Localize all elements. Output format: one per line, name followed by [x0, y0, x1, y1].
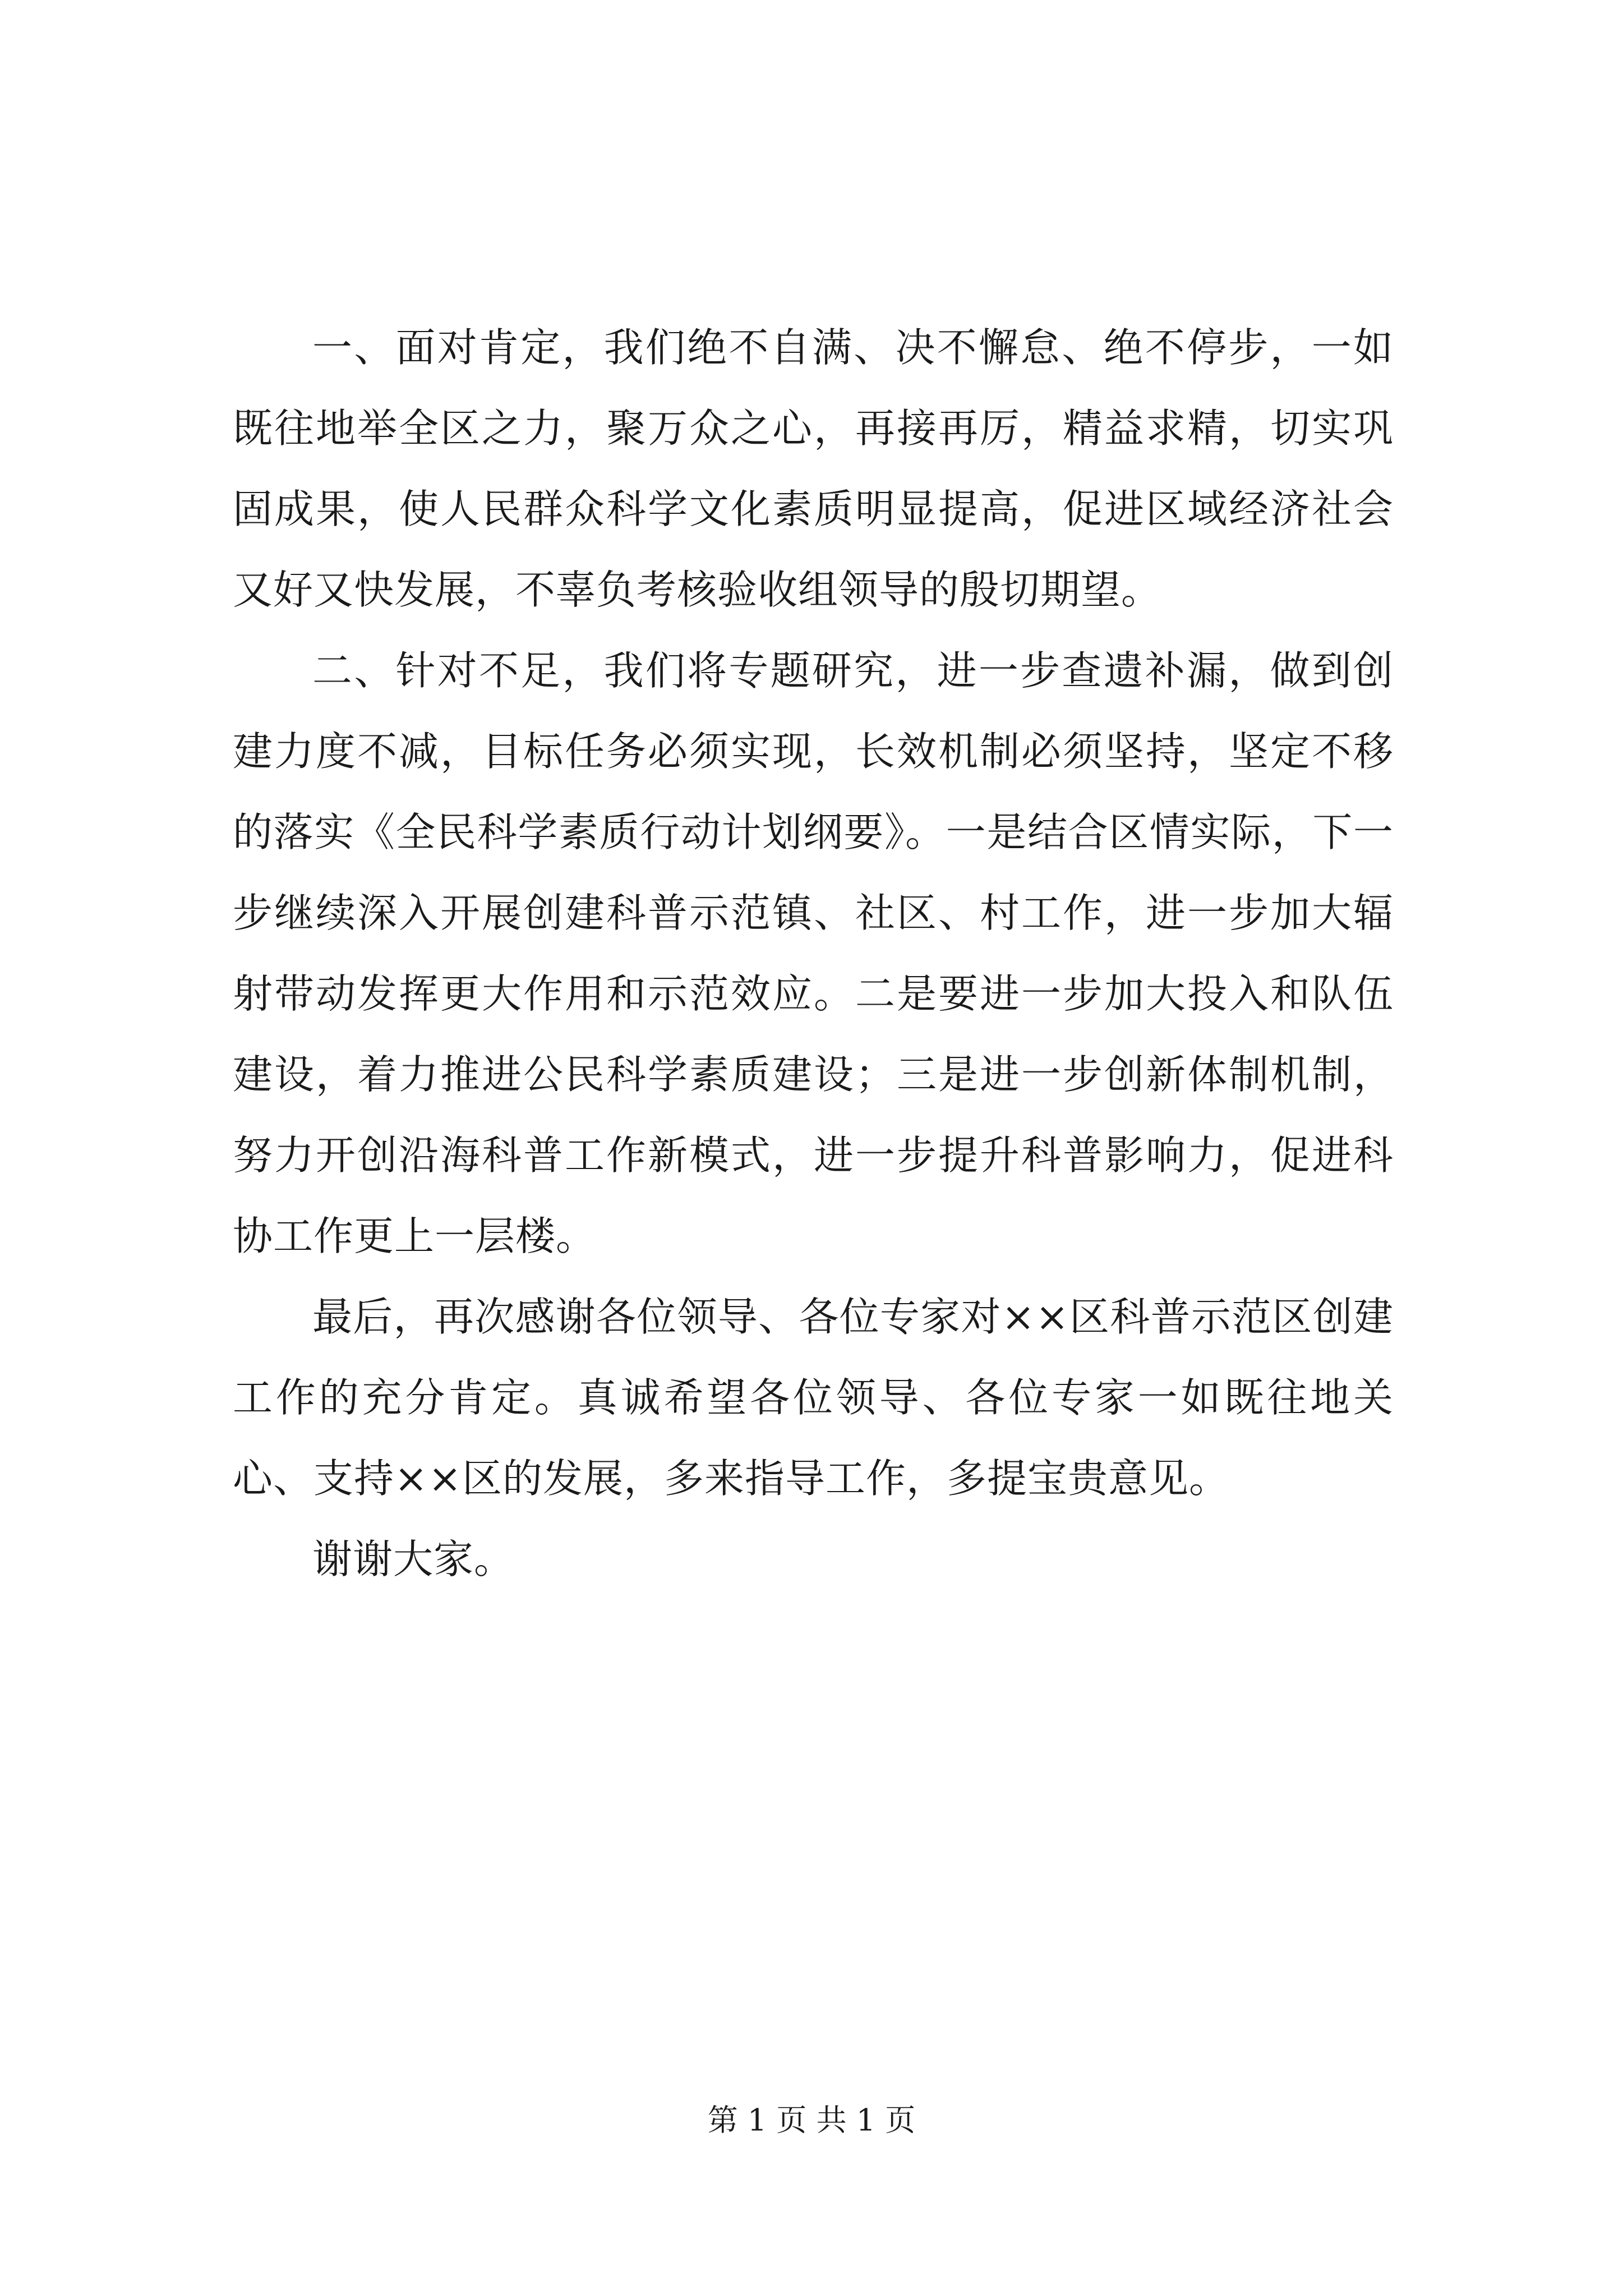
paragraph-2: 二、针对不足，我们将专题研究，进一步查遗补漏，做到创建力度不减，目标任务必须实现，长效机制必须坚持，坚定不移的落实《全民科学素质行动计划纲要》。一是结合区情实际，下一步继续深入开展创建科普示范镇、社区、村工作，进一步加大辐射带动发挥更大作用和示范效应。二是要进一步加大投入和队伍建设，着力推进公民科学素质建设；三是进一步创新体制机制，努力开创沿海科普工作新模式，进一步提升科普影响力，促进科协工作更上一层楼。	[233, 647, 1394, 1259]
paragraph-4: 谢谢大家。	[312, 1536, 515, 1582]
page-footer: 第 1 页 共 1 页	[707, 2102, 916, 2138]
paragraph-3: 最后，再次感谢各位领导、各位专家对××区科普示范区创建工作的充分肯定。真诚希望各位领导、各位专家一如既往地关心、支持××区的发展，多来指导工作，多提宝贵意见。	[233, 1294, 1394, 1502]
document-body	[233, 307, 1394, 1600]
paragraph-1: 一、面对肯定，我们绝不自满、决不懈怠、绝不停步，一如既往地举全区之力，聚万众之心，再接再厉，精益求精，切实巩固成果，使人民群众科学文化素质明显提高，促进区域经济社会又好又快发展，不辜负考核验收组领导的殷切期望。	[233, 324, 1394, 613]
